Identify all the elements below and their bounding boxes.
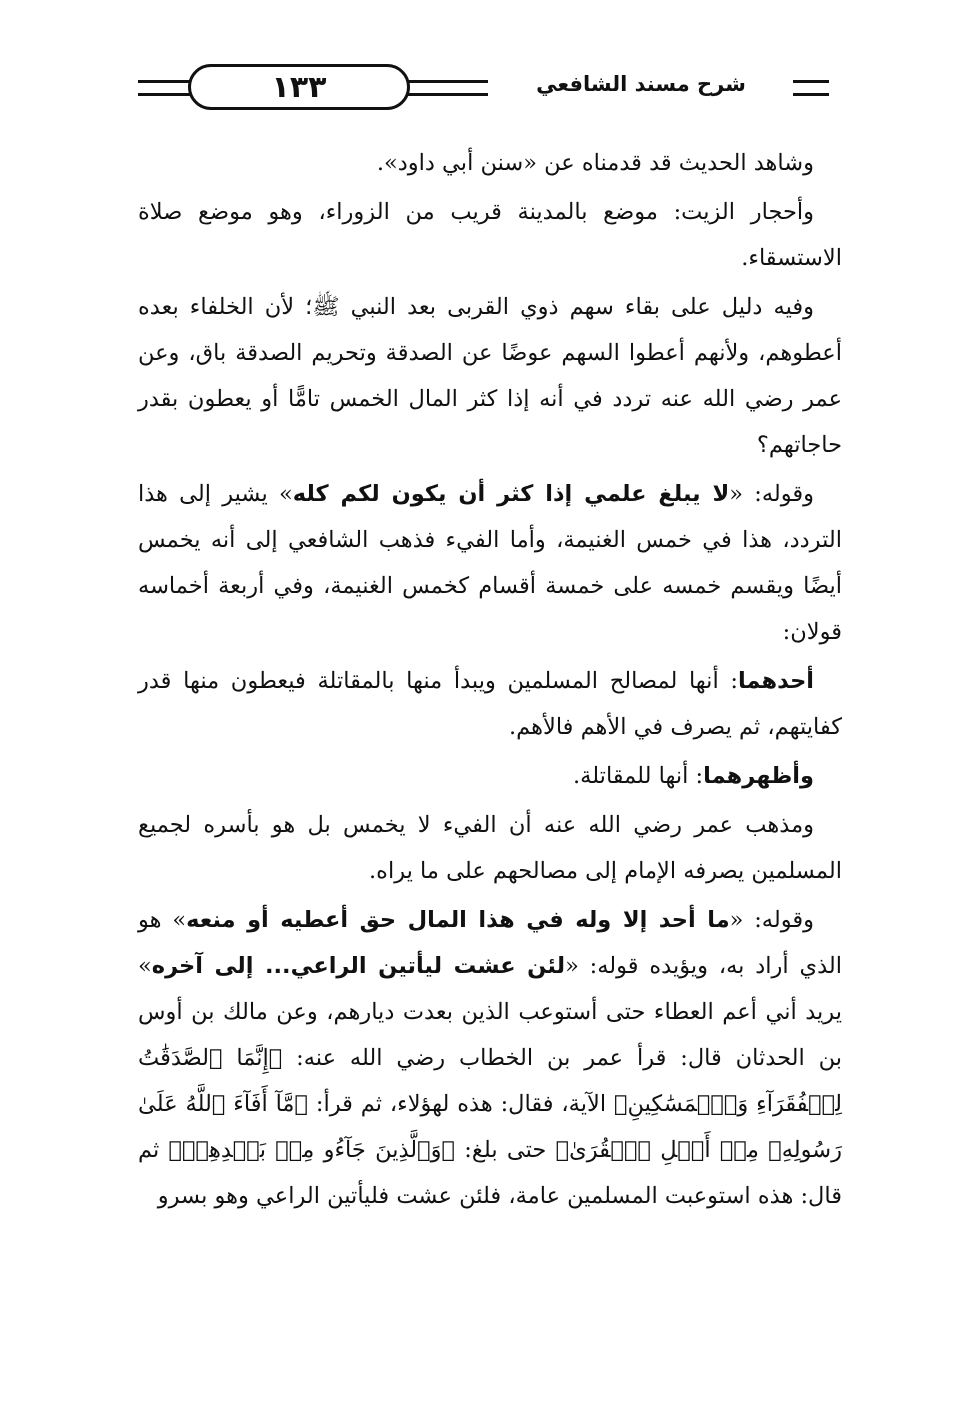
text-run: وأحجار الزيت: موضع بالمدينة قريب من الزوراء، وهو موضع صلاة الاستسقاء. [138,199,842,271]
page-number-badge [188,64,410,110]
text-run: » يشير إلى هذا التردد، هذا في خمس الغنيمة، وأما الفيء فذهب الشافعي إلى أنه يخمس أيضًا ويقسم خمسه على خمسة أقسام كخمس الغنيمة، وفي أربعة أخماسه قولان: [138,481,842,645]
body-text [138,140,842,1219]
text-run: وقوله: « [729,907,814,933]
paragraph [138,753,842,799]
bold-quote: ما أحد إلا وله في هذا المال حق أعطيه أو منعه [186,907,730,933]
text-run: » يريد أني أعم العطاء حتى أستوعب الذين بعدت ديارهم، وعن مالك بن أوس بن الحدثان قال: قرأ عمر بن الخطاب رضي الله عنه: ﴿إِنَّمَا ٱلصَّدَقَٰتُ لِلۡفُقَرَآءِ وَٱلۡمَسَٰكِينِ﴾ الآية، فقال: هذه لهؤلاء، ثم قرأ: ﴿مَّآ أَفَآءَ ٱللَّهُ عَلَىٰ رَسُولِهِۦ مِنۡ أَهۡلِ ٱلۡقُرَىٰ﴾ حتى بلغ: ﴿وَٱلَّذِينَ جَآءُو مِنۢ بَعۡدِهِمۡ﴾ ثم قال: هذه استوعبت المسلمين عامة، فلئن عشت فليأتين الراعي وهو بسرو [138,953,842,1209]
paragraph [138,471,842,655]
paragraph [138,802,842,894]
paragraph [138,284,842,468]
text-run: وقوله: « [729,481,814,507]
running-title: شرح مسند الشافعي [536,72,746,96]
text-run: : أنها لمصالح المسلمين ويبدأ منها بالمقاتلة فيعطون منها قدر كفايتهم، ثم يصرف في الأهم فالأهم. [138,668,842,740]
bold-quote: لا يبلغ علمي إذا كثر أن يكون لكم كله [292,481,730,507]
page-number: ١٣٣ [271,69,327,105]
text-run: وفيه دليل على بقاء سهم ذوي القربى بعد النبي ﷺ؛ لأن الخلفاء بعده أعطوهم، ولأنهم أعطوا السهم عوضًا عن الصدقة وتحريم الصدقة باق، وعن عمر رضي الله عنه تردد في أنه إذا كثر المال الخمس تامًّا أو يعطون بقدر حاجاتهم؟ [138,294,842,458]
page-header [138,64,842,112]
text-run: : أنها للمقاتلة. [573,763,704,789]
text-run: » هو الذي أراد به، ويؤيده قوله: « [138,907,842,979]
bold-quote: وأظهرهما [703,763,814,789]
paragraph [138,189,842,281]
bold-quote: لئن عشت ليأتين الراعي... إلى آخره [151,953,566,979]
text-run: وشاهد الحديث قد قدمناه عن «سنن أبي داود». [376,150,814,176]
header-rule-right [793,80,829,96]
text-run: ومذهب عمر رضي الله عنه أن الفيء لا يخمس بل هو بأسره لجميع المسلمين يصرفه الإمام إلى مصالحهم على ما يراه. [138,812,842,884]
paragraph [138,658,842,750]
header-rule-left [138,80,190,96]
paragraph [138,140,842,186]
paragraph [138,897,842,1219]
header-rule-middle [408,80,488,96]
bold-quote: أحدهما [737,668,814,694]
